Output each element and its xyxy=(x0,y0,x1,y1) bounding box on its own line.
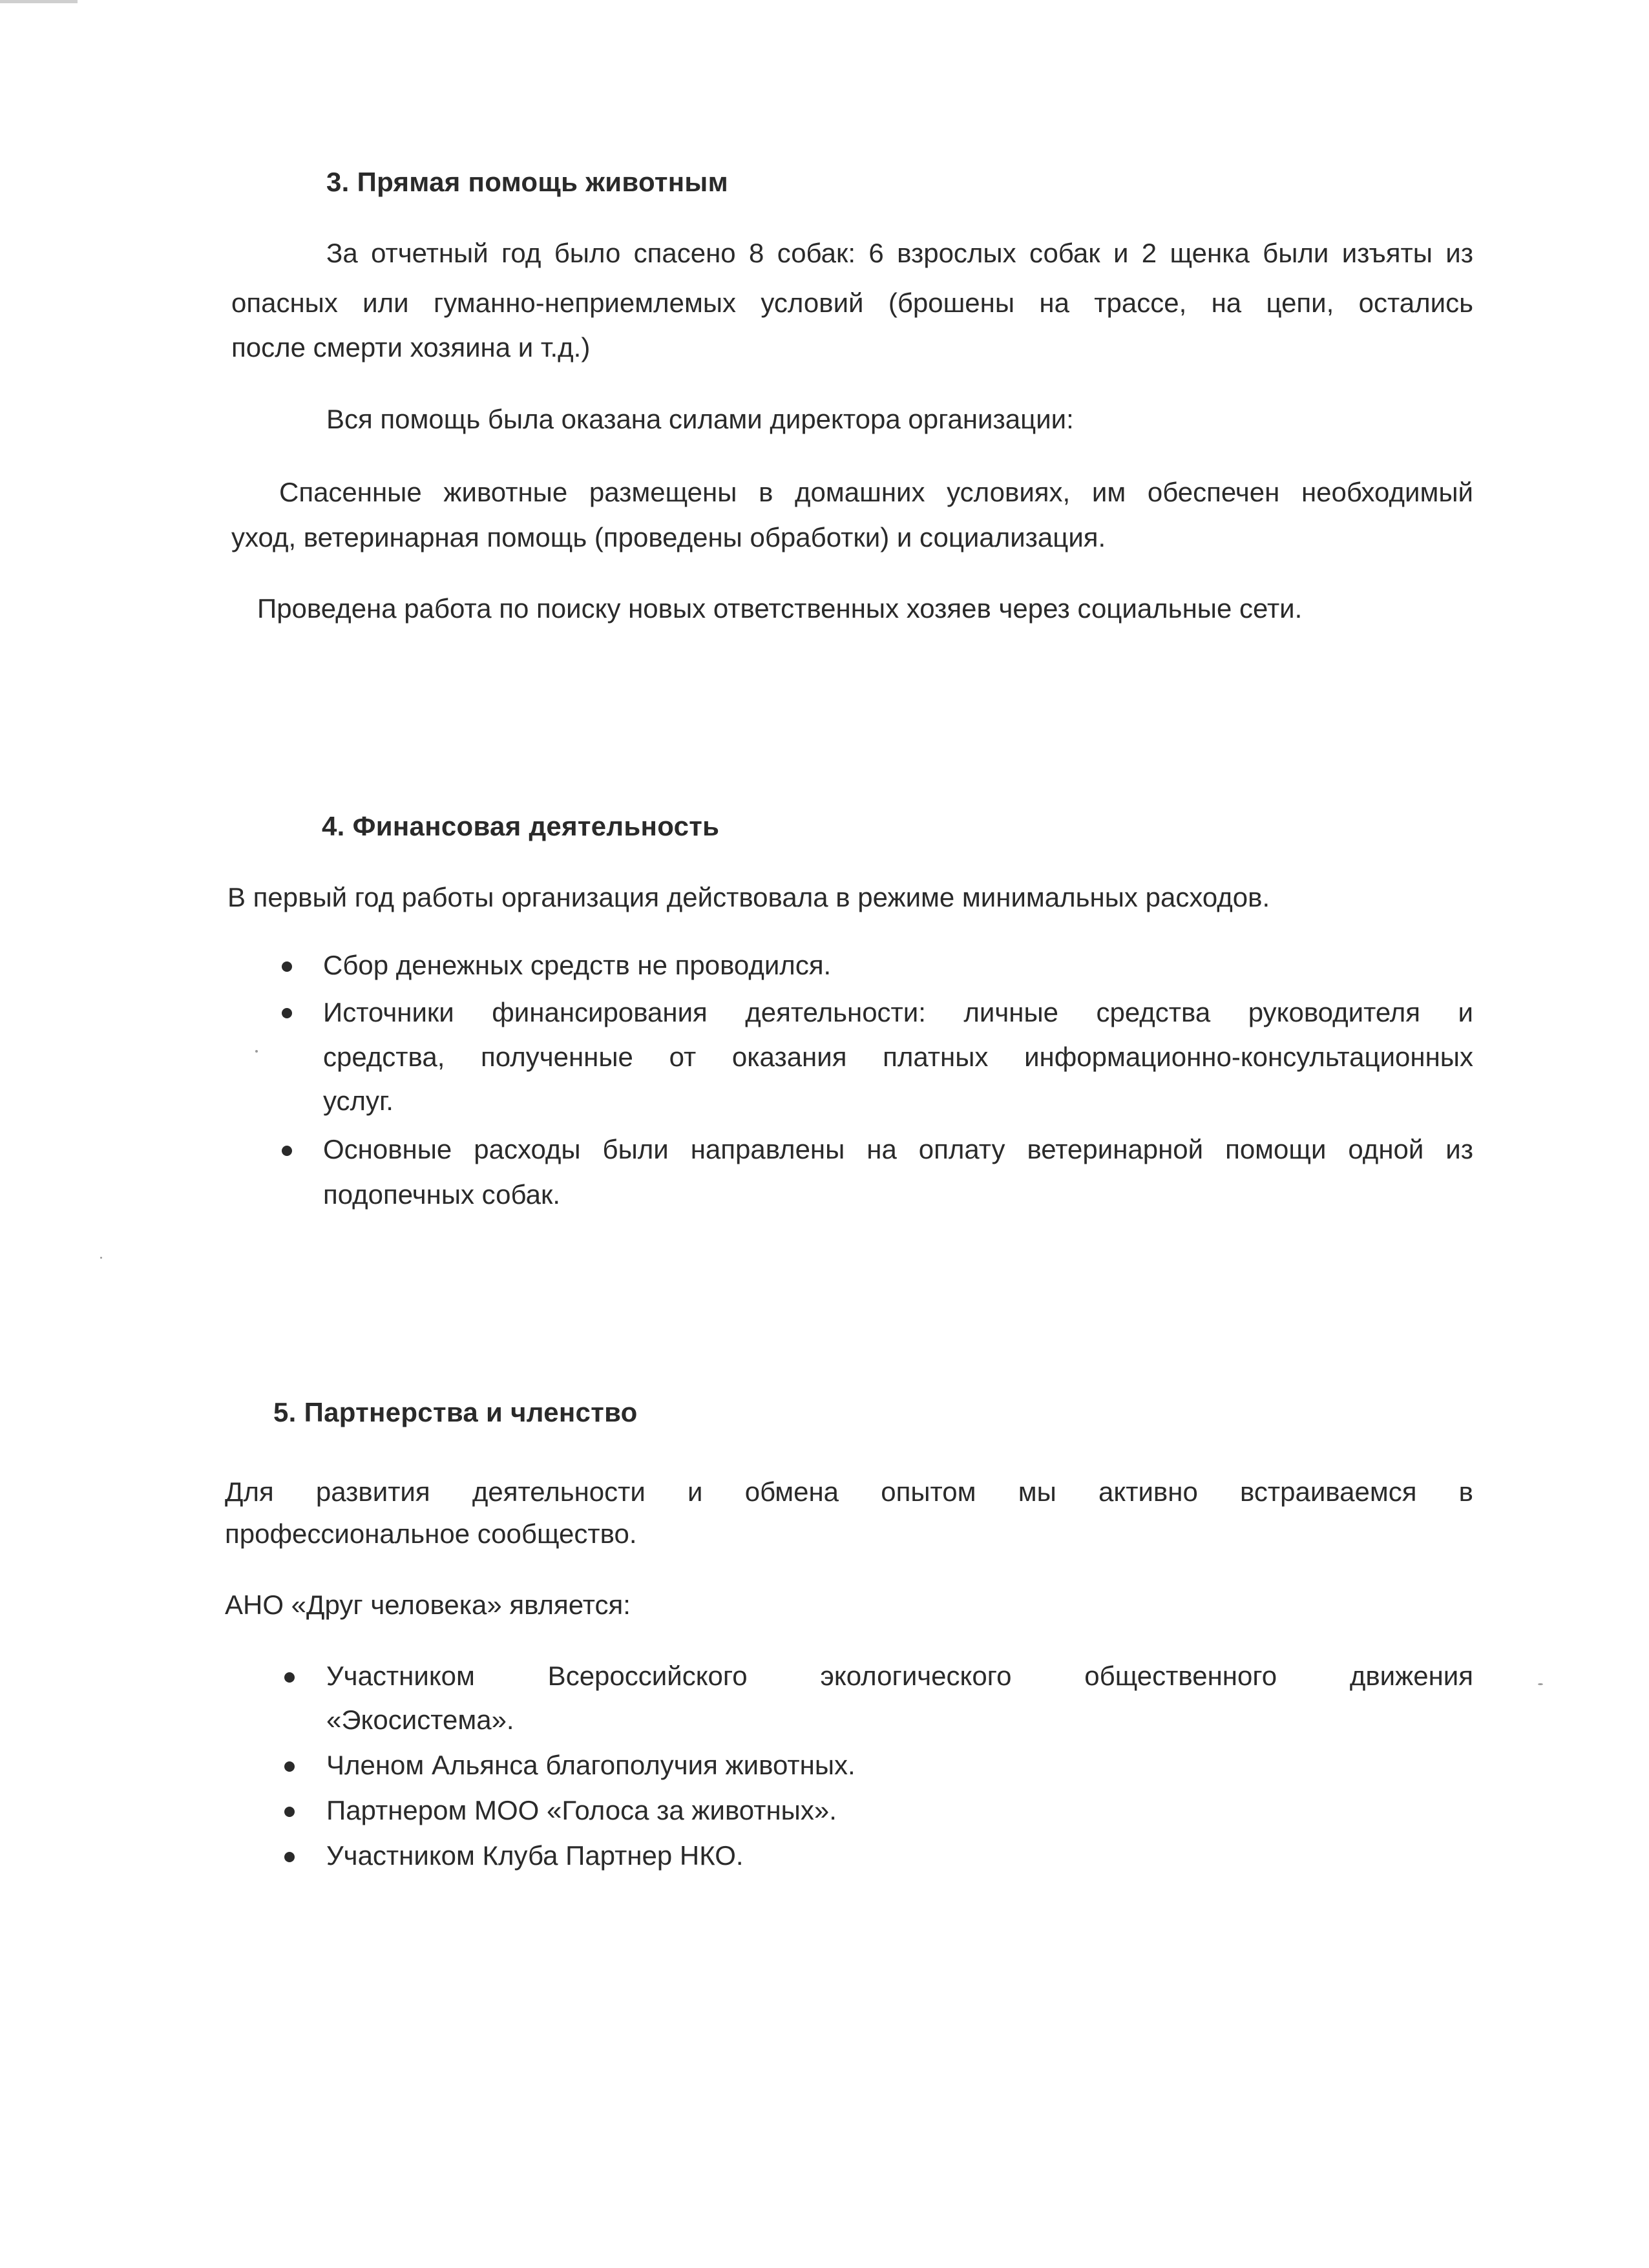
section-3-paragraph-3-line-2: уход, ветеринарная помощь (проведены обработки) и социализация. xyxy=(231,522,1106,552)
bullet-icon xyxy=(282,1008,292,1018)
section-5-bullet-1-line-1: Участником Всероссийского экологического общественного движения xyxy=(326,1661,1473,1691)
section-4-heading: 4. Финансовая деятельность xyxy=(322,811,720,841)
section-5-intro-line-1: Для развития деятельности и обмена опытом мы активно встраиваемся в xyxy=(225,1476,1473,1507)
section-4-bullet-1: Сбор денежных средств не проводился. xyxy=(323,950,832,980)
scan-speck xyxy=(1538,1683,1543,1685)
section-3-paragraph-2: Вся помощь была оказана силами директора организации: xyxy=(326,404,1074,434)
scan-edge-mark xyxy=(0,0,78,3)
section-5-lead: АНО «Друг человека» является: xyxy=(225,1590,631,1620)
bullet-icon xyxy=(282,1146,292,1156)
section-4-bullet-3-line-2: подопечных собак. xyxy=(323,1179,561,1210)
section-3-paragraph-1-line-3: после смерти хозяина и т.д.) xyxy=(231,332,591,362)
scan-speck xyxy=(255,1050,258,1053)
section-5-bullet-4: Участником Клуба Партнер НКО. xyxy=(326,1840,744,1871)
section-4-bullet-2-line-1: Источники финансирования деятельности: личные средства руководителя и xyxy=(323,997,1473,1027)
section-3-paragraph-1-line-2: опасных или гуманно-неприемлемых условий (брошены на трассе, на цепи, остались xyxy=(231,288,1473,318)
scan-speck xyxy=(100,1257,102,1259)
bullet-icon xyxy=(284,1672,295,1683)
section-3-heading: 3. Прямая помощь животным xyxy=(326,167,728,197)
bullet-icon xyxy=(284,1807,295,1817)
bullet-icon xyxy=(284,1761,295,1772)
section-5-bullet-1-line-2: «Экосистема». xyxy=(326,1705,514,1735)
section-3-paragraph-1-line-1: За отчетный год было спасено 8 собак: 6 взрослых собак и 2 щенка были изъяты из xyxy=(326,238,1473,268)
section-4-bullet-2-line-3: услуг. xyxy=(323,1086,394,1116)
bullet-icon xyxy=(282,961,292,972)
bullet-icon xyxy=(284,1852,295,1862)
section-3-paragraph-4: Проведена работа по поиску новых ответственных хозяев через социальные сети. xyxy=(257,593,1303,624)
section-4-bullet-3-line-1: Основные расходы были направлены на оплату ветеринарной помощи одной из xyxy=(323,1134,1473,1164)
section-3-paragraph-3-line-1: Спасенные животные размещены в домашних условиях, им обеспечен необходимый xyxy=(279,477,1473,507)
section-5-intro-line-2: профессиональное сообщество. xyxy=(225,1518,637,1549)
section-5-bullet-2: Членом Альянса благополучия животных. xyxy=(326,1750,856,1780)
section-4-bullet-2-line-2: средства, полученные от оказания платных информационно-консультационных xyxy=(323,1042,1473,1072)
section-5-heading: 5. Партнерства и членство xyxy=(273,1397,638,1427)
section-4-intro: В первый год работы организация действовала в режиме минимальных расходов. xyxy=(227,882,1270,912)
section-5-bullet-3: Партнером МОО «Голоса за животных». xyxy=(326,1795,837,1825)
